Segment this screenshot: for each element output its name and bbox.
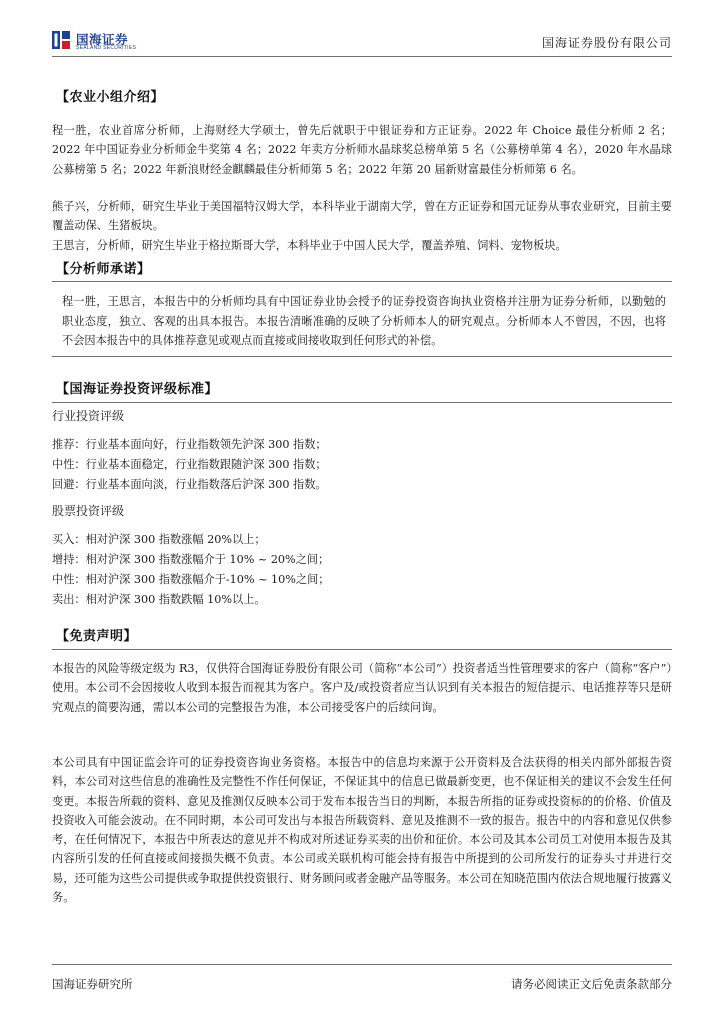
section-heading-disclaimer: 【免责声明】 xyxy=(56,629,138,644)
stock-rating-item: 中性：相对沪深 300 指数涨幅介于-10% ~ 10%之间； xyxy=(52,573,330,586)
page-header xyxy=(52,28,672,54)
footer-rule xyxy=(52,964,672,965)
header-rule xyxy=(52,56,672,57)
footer-notice: 请务必阅读正文后免责条款部分 xyxy=(511,977,672,991)
analyst-bio-xiong: 熊子兴，分析师，研究生毕业于美国福特汉姆大学，本科毕业于湖南大学，曾在方正证券和国元证券从事农业研究，目前主要覆盖动保、生猪板块。 xyxy=(52,200,672,233)
stock-rating-title: 股票投资评级 xyxy=(52,504,125,518)
section-heading-pledge: 【分析师承诺】 xyxy=(56,262,151,277)
industry-rating-item: 回避：行业基本面向淡，行业指数落后沪深 300 指数。 xyxy=(52,478,327,491)
disclaimer-paragraph: 本公司具有中国证监会许可的证券投资咨询业务资格。本报告中的信息均来源于公开资料及合法获得的相关内部外部报告资料，本公司对这些信息的准确性及完整性不作任何保证，不保证其中的信息已做最新变更，也不保证相关的建议不会发生任何变更。本报告所载的资料、意见及推测仅反映本公司于发布本报告当日的判断，本报告所指的证券或投资标的的价格、价值及投资收入可能会波动。在不同时期，本公司可发出与本报告所载资料、意见及推测不一致的报告。报告中的内容和意见仅供参考，在任何情况下，本报告中所表达的意见并不构成对所述证券买卖的出价和征价。本公司及其本公司员工对使用本报告及其内容所引发的任何直接或间接损失概不负责。本公司或关联机构可能会持有报告中所提到的公司所发行的证券头寸并进行交易，还可能为这些公司提供或争取提供投资银行、财务顾问或者金融产品等服务。本公司在知晓范围内依法合规地履行披露义务。 xyxy=(52,756,672,905)
disclaimer-rule xyxy=(52,649,672,650)
pledge-rule-bottom xyxy=(52,356,672,357)
stock-rating-item: 卖出：相对沪深 300 指数跌幅 10%以上。 xyxy=(52,593,266,606)
logo-english-text: SEALAND SECURITIES xyxy=(76,45,137,51)
section-heading-rating: 【国海证券投资评级标准】 xyxy=(56,382,219,397)
industry-rating-item: 推荐：行业基本面向好，行业指数领先沪深 300 指数； xyxy=(52,438,327,451)
industry-rating-title: 行业投资评级 xyxy=(52,409,125,423)
sealand-logo-icon xyxy=(52,30,72,50)
footer-institute: 国海证券研究所 xyxy=(52,977,133,991)
rating-rule xyxy=(52,402,672,403)
section-heading-agri-team: 【农业小组介绍】 xyxy=(56,90,165,105)
stock-rating-item: 增持：相对沪深 300 指数涨幅介于 10% ~ 20%之间； xyxy=(52,553,330,566)
stock-rating-item: 买入：相对沪深 300 指数涨幅 20%以上； xyxy=(52,533,266,546)
analyst-pledge-text: 程一胜，王思言，本报告中的分析师均具有中国证券业协会授予的证券投资咨询执业资格并注册为证券分析师，以勤勉的职业态度，独立、客观的出具本报告。本报告清晰准确的反映了分析师本人的研究观点。分析师本人不曾因，不因，也将不会因本报告中的具体推荐意见或观点而直接或间接收取到任何形式的补偿。 xyxy=(62,295,666,347)
disclaimer-paragraph: 本报告的风险等级定级为 R3，仅供符合国海证券股份有限公司（简称“本公司”）投资者适当性管理要求的客户（简称“客户”）使用。本公司不会因接收人收到本报告而视其为客户。客户及/或投资者应当认识到有关本报告的短信提示、电话推荐等只是研究观点的简要沟通，需以本公司的完整报告为准，本公司接受客户的后续问询。 xyxy=(52,662,672,714)
company-name: 国海证券股份有限公司 xyxy=(541,36,672,50)
logo-text: 国海证券 xyxy=(76,32,129,47)
industry-rating-item: 中性：行业基本面稳定，行业指数跟随沪深 300 指数； xyxy=(52,458,327,471)
analyst-bio-wang: 王思言，分析师，研究生毕业于格拉斯哥大学，本科毕业于中国人民大学，覆盖养殖、饲料、宠物板块。 xyxy=(52,239,567,252)
pledge-rule-top xyxy=(52,281,672,282)
company-logo xyxy=(52,30,162,52)
analyst-bio-cheng: 程一胜，农业首席分析师，上海财经大学硕士，曾先后就职于中银证券和方正证券。2022 年 Choice 最佳分析师 2 名；2022 年中国证券业分析师金牛奖第 4 名；2022 年卖方分析师水晶球奖总榜单第 5 名（公募榜单第 4 名），2020 年水晶球公募榜第 5 名；2022 年新浪财经金麒麟最佳分析师第 5 名；2022 年第 20 届新财富最佳分析师第 6 名。 xyxy=(52,124,672,176)
